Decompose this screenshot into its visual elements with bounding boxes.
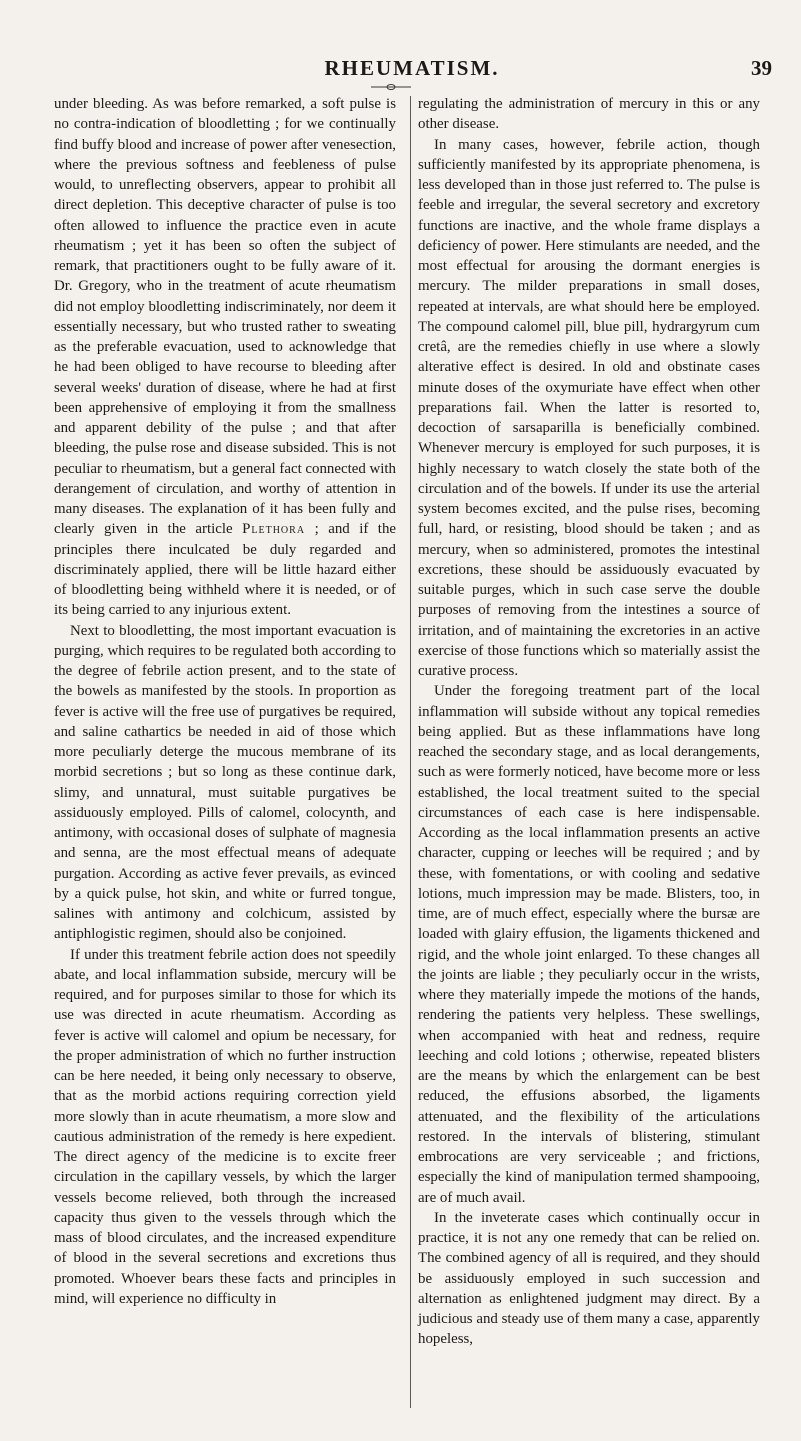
paragraph: If under this treatment febrile action does not speedily abate, and local inflammation subside, mercury will be required, and for purposes similar to those for which its use was directed in acute rheumatism. According as fever is active will calomel and opium be necessary, for the proper administration of which no further instruction can be here needed, it being only necessary to observe, that as the morbid actions requiring correction yield more slowly than in acute rheumatism, a more slow and cautious administration of the remedy is here expedient. The direct agency of the medicine is to excite freer circulation in the capillary vessels, by which the larger vessels become relieved, both through the increased capacity thus given to the vessels through which the mass of blood circulates, and the increased expenditure of blood in the several secretions and excretions thus promoted. Whoever bears these facts and principles in mind, will experience no difficulty in xyxy=(54,946,396,1307)
cross-reference: Plethora xyxy=(242,521,306,538)
paragraph: In many cases, however, febrile action, though sufficiently manifested by its appropriate phenomena, is less developed than in those just referred to. The pulse is feeble and irregular, the several secretory and excretory functions are inactive, and the whole frame displays a deficiency of power. Here stimulants are needed, and the most effectual for arousing the dormant energies is mercury. The milder preparations in small doses, repeated at intervals, are what should here be employed. The compound calomel pill, blue pill, hydrargyrum cum cretâ, are the remedies chiefly in use where a slowly alterative effect is desired. In old and obstinate cases minute doses of the oxymuriate have effect when other preparations fail. When the latter is resorted to, decoction of sarsaparilla is beneficially combined. Whenever mercury is employed for such purposes, it is highly necessary to watch closely the state both of the circulation and of the bowels. If under its use the arterial system becomes excited, and the pulse rises, becoming full, hard, or resisting, blood should be taken ; and as mercury, when so administered, promotes the intestinal excretions, these should be assiduously evacuated by suitable purges, which in such case serve the double purposes of removing from the intestines a source of irritation, and of maintaining the excretories in an active exercise of those functions which so materially assist the curative process. xyxy=(418,136,760,679)
running-title: RHEUMATISM. xyxy=(324,56,500,80)
right-column xyxy=(418,94,760,1350)
paragraph: regulating the administration of mercury in this or any other disease. xyxy=(418,96,760,133)
column-divider xyxy=(410,96,411,1408)
paragraph-text: under bleeding. As was before remarked, a soft pulse is no contra-indication of bloodletting ; for we continually find buffy blood and increase of power after venesection, where the previous softness and feebleness of pulse would, to unreflecting observers, appear to prohibit all direct depletion. This deceptive character of pulse is too often allowed to influence the practice even in acute rheumatism ; yet it has been so often the subject of remark, that practitioners ought to be fully aware of it. Dr. Gregory, who in the treatment of acute rheumatism did not employ bloodletting indiscriminately, nor deem it essentially necessary, but who trusted rather to sweating as the preferable evacuation, used to acknowledge that he had been obliged to have recourse to bleeding after several weeks' duration of disease, where he had at first been apprehensive of employing it from the smallness and apparent debility of the pulse ; and that after bleeding, the pulse rose and disease subsided. This is not peculiar to rheumatism, but a general fact connected with derangement of circulation, and worthy of attention in many diseases. The explanation of it has been fully and clearly given in the article xyxy=(54,96,396,538)
paragraph: In the inveterate cases which continually occur in practice, it is not any one remedy that can be relied on. The combined agency of all is required, and they should be assiduously employed in such succession and alternation as enlightened judgment may direct. By a judicious and steady use of them many a case, apparently hopeless, xyxy=(418,1209,760,1348)
paragraph-text: ; and if the principles there inculcated be duly regarded and discriminately applied, there will be little hazard either of bloodletting being withheld where it is needed, or of its being carried to any injurious extent. xyxy=(54,521,396,619)
header-ornament xyxy=(371,84,411,90)
left-column xyxy=(54,94,396,1309)
paragraph xyxy=(54,94,396,621)
page-header xyxy=(52,56,772,84)
page-number: 39 xyxy=(751,56,772,80)
paragraph: Under the foregoing treatment part of the local inflammation will subside without any topical remedies being applied. But as these inflammations have long reached the secondary stage, and as local derangements, such as were formerly noticed, have become more or less established, the local treatment suited to the special circumstances of each case is here indispensable. According as the local inflammation presents an active character, cupping or leeches will be required ; and by these, with fomentations, or with cooling and sedative lotions, much impression may be made. Blisters, too, in time, are of much effect, especially where the bursæ are loaded with glairy effusion, the ligaments thickened and rigid, and the whole joint enlarged. To these changes all the joints are liable ; they peculiarly occur in the wrists, where they materially impede the motions of the hands, rendering the patients very helpless. These swellings, when accompanied with heat and redness, require leeching and cold lotions ; otherwise, repeated blisters are the means by which the enlargement can be best reduced, the effusions absorbed, the ligaments attenuated, and the flexibility of the articulations restored. In the intervals of blistering, stimulant embrocations are very serviceable ; and frictions, especially the kind of manipulation termed shampooing, are of much avail. xyxy=(418,683,760,1206)
paragraph: Next to bloodletting, the most important evacuation is purging, which requires to be regulated both according to the degree of febrile action present, and to the state of the bowels as manifested by the stools. In proportion as fever is active will the free use of purgatives be required, and saline cathartics be needed in aid of those which more peculiarly deterge the mucous membrane of its morbid secretions ; but so long as these continue dark, slimy, and unnatural, must suitable purgatives be assiduously employed. Pills of calomel, colocynth, and antimony, with occasional doses of sulphate of magnesia and senna, are the most effectual means of adequate purgation. According as active fever prevails, as evinced by a quick pulse, hot skin, and white or furred tongue, salines with antimony and colchicum, assisted by antiphlogistic regimen, should also be conjoined. xyxy=(54,622,396,943)
